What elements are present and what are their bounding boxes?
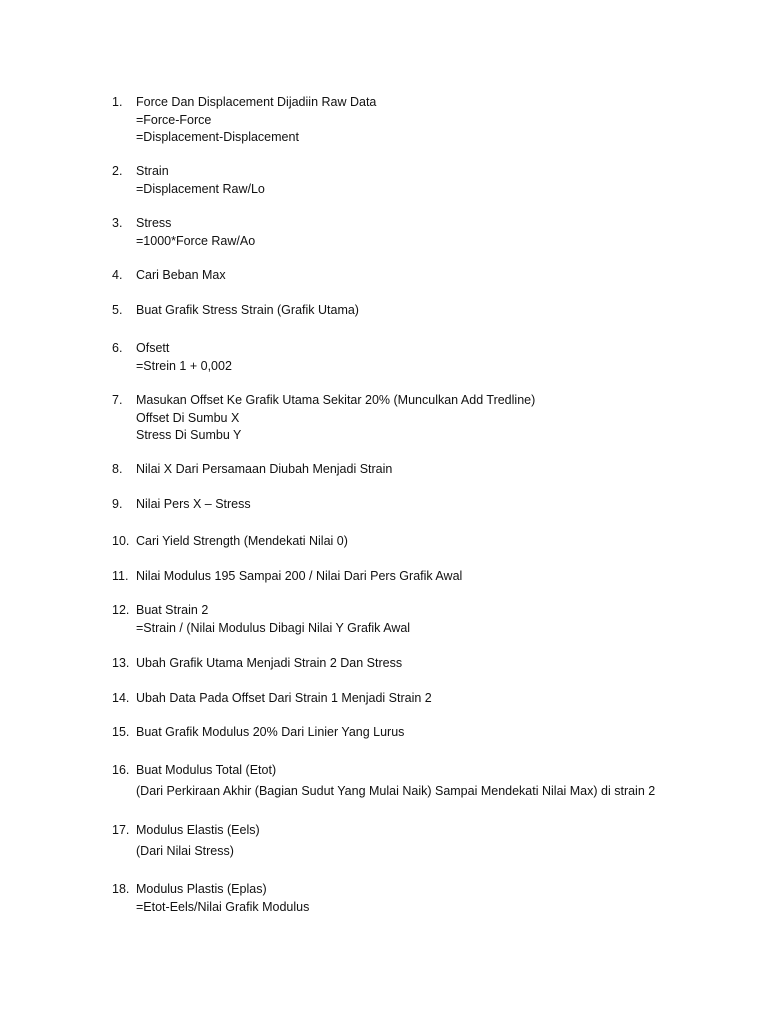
item-text: Ofsett: [136, 341, 170, 355]
item-text: Modulus Elastis (Eels): [136, 823, 260, 837]
item-text: Cari Beban Max: [136, 268, 226, 282]
item-number: 18.: [112, 882, 130, 896]
item-text: Buat Modulus Total (Etot): [136, 763, 277, 777]
item-text: =1000*Force Raw/Ao: [136, 233, 256, 248]
item-text: Force Dan Displacement Dijadiin Raw Data: [136, 95, 377, 109]
item-text: =Etot-Eels/Nilai Grafik Modulus: [136, 899, 310, 914]
item-text: =Strein 1 + 0,002: [136, 358, 232, 373]
item-text: Buat Grafik Modulus 20% Dari Linier Yang Lurus: [136, 725, 405, 739]
item-number: 8.: [112, 462, 123, 476]
item-text: Ubah Grafik Utama Menjadi Strain 2 Dan Stress: [136, 656, 403, 670]
item-number: 11.: [112, 569, 129, 583]
item-text: =Force-Force: [136, 112, 212, 127]
item-text: Offset Di Sumbu X: [136, 410, 240, 425]
item-text: Stress Di Sumbu Y: [136, 428, 242, 442]
item-text: Modulus Plastis (Eplas): [136, 882, 267, 896]
item-number: 12.: [112, 603, 130, 617]
item-text: Buat Grafik Stress Strain (Grafik Utama): [136, 303, 359, 317]
item-text: Nilai Pers X – Stress: [136, 497, 251, 511]
item-number: 4.: [112, 268, 123, 282]
item-number: 1.: [112, 95, 123, 109]
item-number: 13.: [112, 656, 130, 670]
item-number: 2.: [112, 164, 123, 178]
item-number: 10.: [112, 534, 130, 548]
item-number: 14.: [112, 691, 130, 705]
item-number: 7.: [112, 393, 123, 407]
item-number: 15.: [112, 725, 130, 739]
item-text: Masukan Offset Ke Grafik Utama Sekitar 20% (Munculkan Add Tredline): [136, 393, 536, 407]
item-number: 17.: [112, 823, 130, 837]
item-text: (Dari Perkiraan Akhir (Bagian Sudut Yang Mulai Naik) Sampai Mendekati Nilai Max) di strain 2: [136, 783, 656, 798]
item-text: Nilai Modulus 195 Sampai 200 / Nilai Dari Pers Grafik Awal: [136, 569, 463, 583]
item-text: =Displacement Raw/Lo: [136, 181, 265, 196]
item-text: =Displacement-Displacement: [136, 130, 299, 144]
item-text: (Dari Nilai Stress): [136, 843, 234, 858]
item-number: 9.: [112, 497, 123, 511]
item-number: 3.: [112, 216, 123, 230]
item-number: 6.: [112, 341, 123, 355]
item-text: Nilai X Dari Persamaan Diubah Menjadi Strain: [136, 462, 393, 476]
item-number: 5.: [112, 303, 123, 317]
item-text: Cari Yield Strength (Mendekati Nilai 0): [136, 534, 348, 548]
item-text: Stress: [136, 216, 172, 230]
item-text: Ubah Data Pada Offset Dari Strain 1 Menjadi Strain 2: [136, 691, 432, 705]
item-text: Strain: [136, 164, 169, 178]
item-text: =Strain / (Nilai Modulus Dibagi Nilai Y Grafik Awal: [136, 620, 411, 635]
item-text: Buat Strain 2: [136, 603, 209, 617]
item-number: 16.: [112, 763, 130, 777]
